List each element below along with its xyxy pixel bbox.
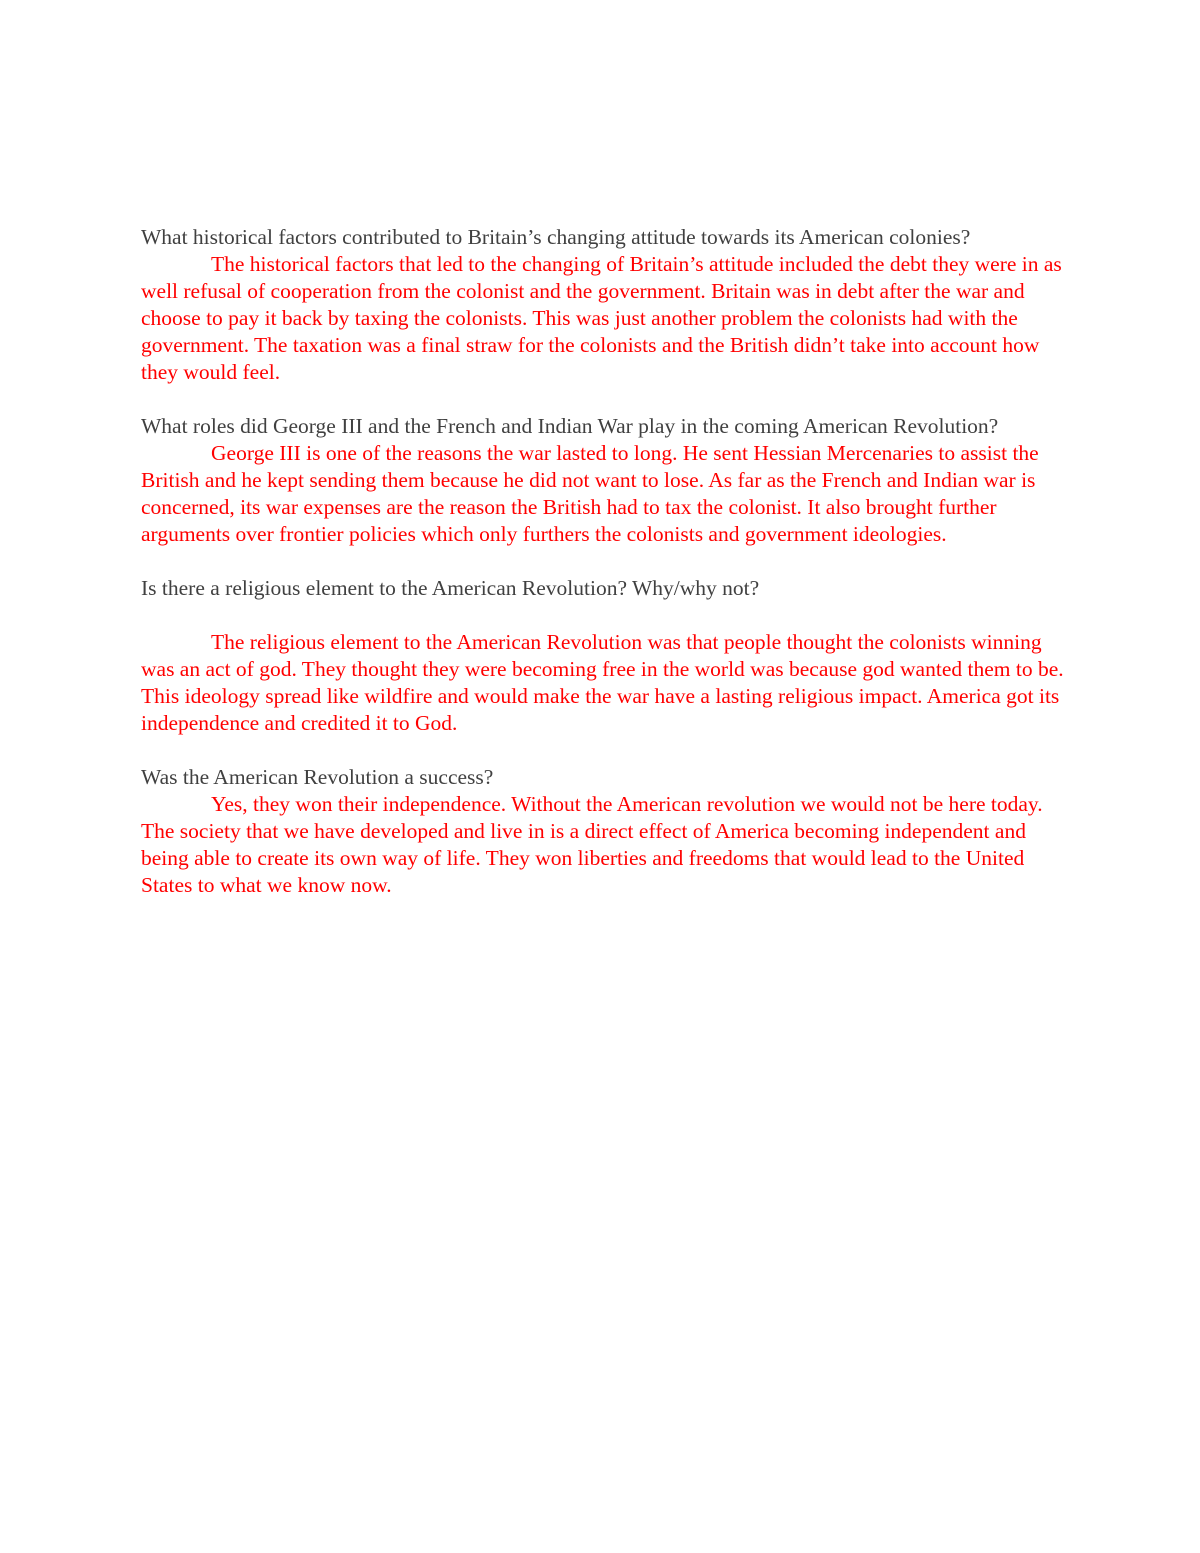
answer-1: The historical factors that led to the changing of Britain’s attitude included the debt they were in as well refusal of cooperation from the colonist and the government. Britain was in debt after the war and choose to pay it back by taxing the colonists. This was just another problem the colonists had with the government. The taxation was a final straw for the colonists and the British didn’t take into account how they would feel. — [141, 252, 1062, 384]
question-1: What historical factors contributed to Britain’s changing attitude towards its American colonies? — [141, 225, 971, 249]
question-2: What roles did George III and the French and Indian War play in the coming American Revolution? — [141, 414, 999, 438]
question-4: Was the American Revolution a success? — [141, 765, 494, 789]
qa-section-3 — [141, 575, 1071, 737]
qa-section-2 — [141, 413, 1071, 548]
qa-section-1 — [141, 224, 1071, 386]
answer-2: George III is one of the reasons the war lasted to long. He sent Hessian Mercenaries to assist the British and he kept sending them because he did not want to lose. As far as the French and Indian war is concerned, its war expenses are the reason the British had to tax the colonist. It also brought further arguments over frontier policies which only furthers the colonists and government ideologies. — [141, 441, 1039, 546]
answer-4: Yes, they won their independence. Without the American revolution we would not be here today. The society that we have developed and live in is a direct effect of America becoming independent and being able to create its own way of life. They won liberties and freedoms that would lead to the United States to what we know now. — [141, 792, 1043, 897]
question-3: Is there a religious element to the American Revolution? Why/why not? — [141, 576, 760, 600]
document-body — [141, 224, 1071, 926]
answer-3: The religious element to the American Revolution was that people thought the colonists winning was an act of god. They thought they were becoming free in the world was because god wanted them to be. This ideology spread like wildfire and would make the war have a lasting religious impact. America got its independence and credited it to God. — [141, 630, 1064, 735]
qa-section-4 — [141, 764, 1071, 899]
